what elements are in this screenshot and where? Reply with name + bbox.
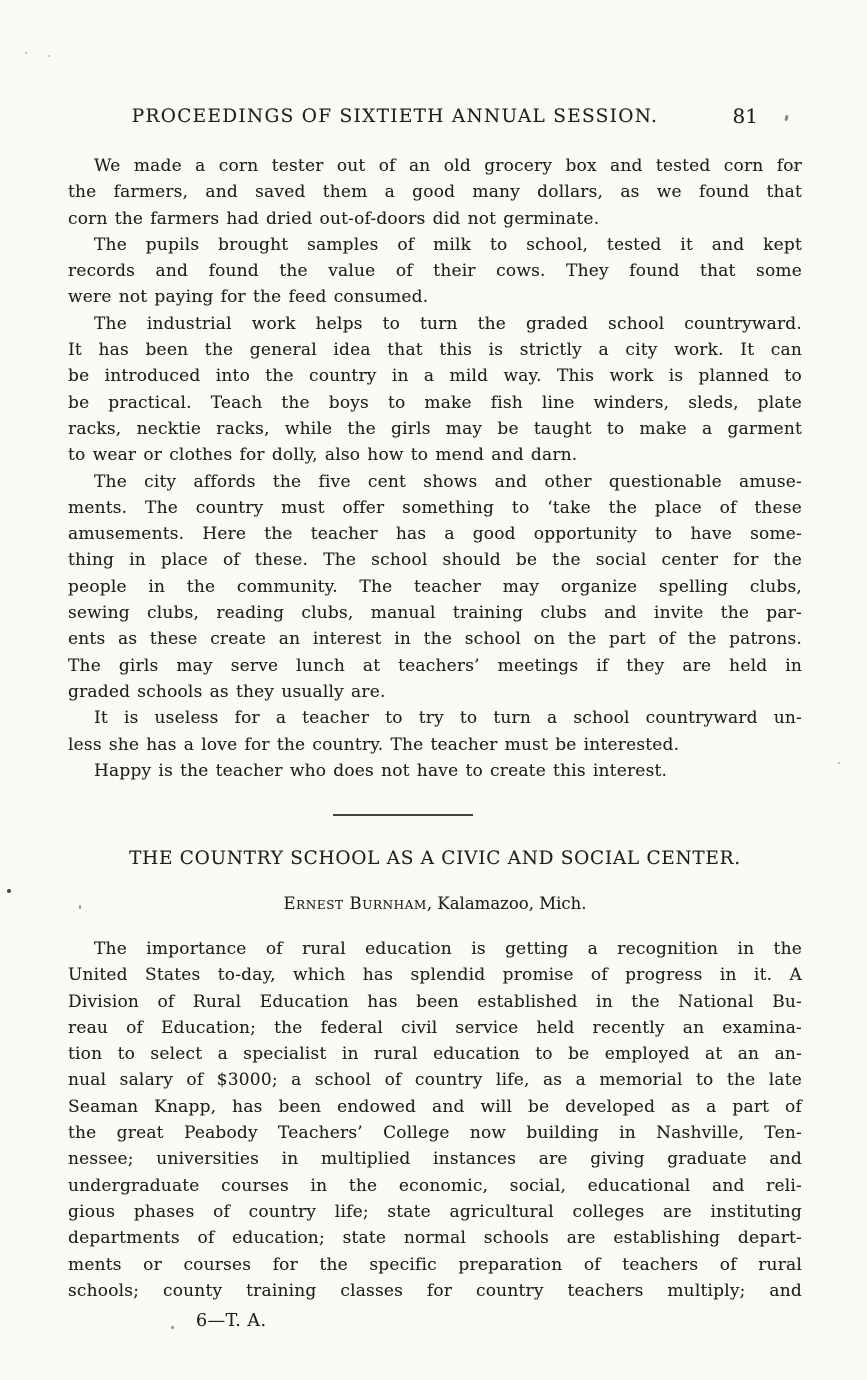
- text-line: sewing clubs, reading clubs, manual training clubs and invite the par-: [68, 603, 802, 624]
- text-line: corn the farmers had dried out-of-doors did not germinate.: [68, 208, 600, 229]
- text-line: Division of Rural Education has been established in the National Bu-: [68, 991, 802, 1012]
- paragraph: [68, 705, 802, 758]
- text-line: tion to select a specialist in rural education to be employed at an an-: [68, 1044, 802, 1065]
- text-line: Happy is the teacher who does not have to create this interest.: [94, 760, 668, 781]
- text-line: The importance of rural education is getting a recognition in the: [94, 939, 802, 959]
- author-location: , Kalamazoo, Mich.: [426, 894, 587, 913]
- text-line: reau of Education; the federal civil service held recently an examina-: [68, 1017, 802, 1038]
- text-line: people in the community. The teacher may organize spelling clubs,: [68, 576, 802, 597]
- ink-speck: [79, 905, 81, 909]
- page-header: [68, 106, 802, 127]
- text-line: the farmers, and saved them a good many dollars, as we found that: [68, 182, 802, 203]
- article-body-text: [68, 936, 802, 1304]
- text-line: ments. The country must offer something to ‘take the place of these: [68, 497, 802, 518]
- text-line: The industrial work helps to turn the graded school countryward.: [94, 313, 802, 334]
- ink-speck: [25, 52, 27, 54]
- printers-signature: 6—T. A.: [196, 1311, 267, 1331]
- discussion-text: [68, 153, 802, 784]
- text-line: The girls may serve lunch at teachers’ meetings if they are held in: [68, 655, 802, 676]
- text-line: were not paying for the feed consumed.: [68, 287, 429, 308]
- text-line: Seaman Knapp, has been endowed and will be developed as a part of: [68, 1096, 802, 1117]
- ink-speck: [48, 55, 50, 57]
- text-line: records and found the value of their cows. They found that some: [68, 261, 802, 282]
- paragraph: [68, 758, 802, 784]
- text-line: ents as these create an interest in the school on the part of the patrons.: [68, 629, 802, 650]
- text-line: the great Peabody Teachers’ College now building in Nashville, Ten-: [68, 1123, 802, 1144]
- ink-speck: [7, 889, 11, 893]
- text-line: to wear or clothes for dolly, also how to mend and darn.: [68, 445, 578, 466]
- text-line: graded schools as they usually are.: [68, 681, 386, 702]
- text-line: schools; county training classes for country teachers multiply; and: [68, 1280, 802, 1301]
- running-title: PROCEEDINGS OF SIXTIETH ANNUAL SESSION.: [131, 106, 659, 127]
- text-line: racks, necktie racks, while the girls may be taught to make a garment: [68, 418, 802, 439]
- article-byline: [68, 894, 802, 913]
- text-line: It is useless for a teacher to try to turn a school countryward un-: [94, 708, 802, 729]
- text-line: be practical. Teach the boys to make fish line winders, sleds, plate: [68, 392, 802, 413]
- text-line: United States to-day, which has splendid promise of progress in it. A: [68, 965, 802, 986]
- text-line: departments of education; state normal schools are establishing depart-: [68, 1228, 802, 1249]
- ink-speck: [171, 1326, 174, 1329]
- text-line: The pupils brought samples of milk to school, tested it and kept: [94, 234, 802, 255]
- paragraph: [68, 936, 802, 1304]
- ink-speck: [793, 167, 795, 169]
- text-line: thing in place of these. The school should be the social center for the: [68, 550, 802, 571]
- text-line: We made a corn tester out of an old grocery box and tested corn for: [94, 156, 802, 176]
- page-number: 81: [732, 104, 758, 128]
- text-line: ments or courses for the specific preparation of teachers of rural: [68, 1254, 802, 1275]
- text-line: less she has a love for the country. The teacher must be interested.: [68, 734, 680, 755]
- text-line: It has been the general idea that this is strictly a city work. It can: [68, 340, 802, 361]
- paragraph: [68, 232, 802, 311]
- text-line: be introduced into the country in a mild way. This work is planned to: [68, 366, 802, 387]
- paragraph: [68, 311, 802, 469]
- author-name: Ernest Burnham: [283, 894, 427, 913]
- ink-speck: [838, 762, 840, 764]
- text-line: undergraduate courses in the economic, social, educational and reli-: [68, 1175, 802, 1196]
- paragraph: [68, 469, 802, 706]
- text-line: amusements. Here the teacher has a good opportunity to have some-: [68, 524, 802, 545]
- paragraph: [68, 153, 802, 232]
- text-line: gious phases of country life; state agricultural colleges are instituting: [68, 1201, 802, 1222]
- text-line: The city affords the five cent shows and other questionable amuse-: [94, 471, 802, 492]
- article-title: THE COUNTRY SCHOOL AS A CIVIC AND SOCIAL CENTER.: [129, 848, 741, 869]
- section-divider-rule: [333, 814, 473, 816]
- text-line: nual salary of $3000; a school of country life, as a memorial to the late: [68, 1070, 802, 1091]
- text-line: nessee; universities in multiplied instances are giving graduate and: [68, 1149, 802, 1170]
